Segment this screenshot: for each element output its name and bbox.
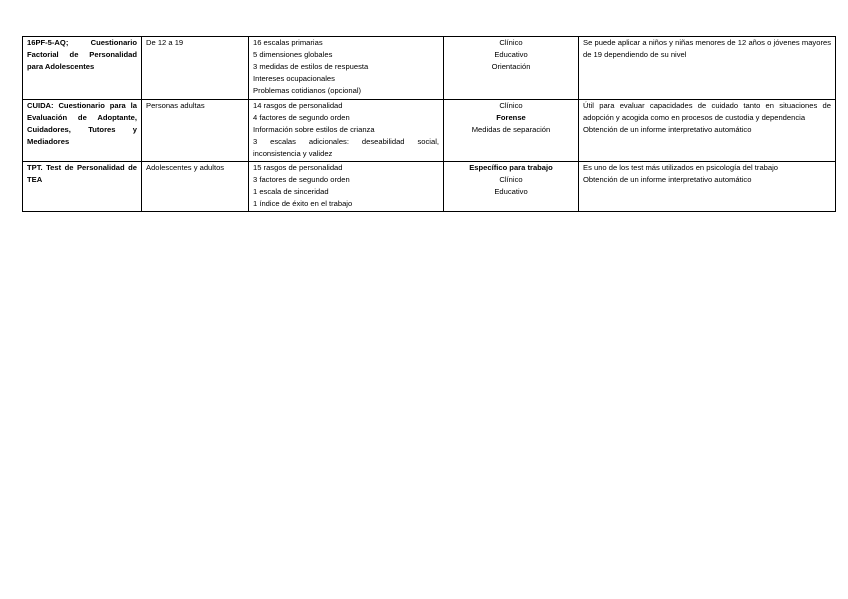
content-item: 1 índice de éxito en el trabajo [253, 199, 353, 208]
test-name-cell: TPT. Test de Personalidad de TEA [23, 162, 142, 212]
test-name-cell: 16PF-5-AQ; Cuestionario Factorial de Personalidad para Adolescentes [23, 37, 142, 100]
content-item: 14 rasgos de personalidad [253, 101, 343, 110]
age-range-cell: Personas adultas [142, 100, 249, 162]
field-item: Medidas de separación [471, 125, 551, 134]
field-item: Clínico [499, 38, 523, 47]
notes-cell [579, 100, 836, 162]
content-item: 1 escala de sinceridad [253, 187, 329, 196]
field-cell [444, 162, 579, 212]
content-item: Información sobre estilos de crianza [253, 125, 375, 134]
field-item: Orientación [491, 62, 531, 71]
content-cell [249, 162, 444, 212]
notes-cell [579, 37, 836, 100]
age-range-cell: Adolescentes y adultos [142, 162, 249, 212]
note-item: Se puede aplicar a niños y niñas menores de 12 años o jóvenes mayores de 19 dependiendo de su nivel [583, 38, 831, 59]
table-row [23, 100, 836, 162]
content-item: Problemas cotidianos (opcional) [253, 86, 362, 95]
table-row [23, 162, 836, 212]
field-item: Clínico [499, 101, 523, 110]
field-item: Clínico [499, 175, 523, 184]
field-item: Educativo [494, 187, 528, 196]
field-item: Forense [496, 113, 526, 122]
personality-tests-table [22, 36, 836, 212]
field-item: Educativo [494, 50, 528, 59]
content-item: Intereses ocupacionales [253, 74, 335, 83]
content-item: 16 escalas primarias [253, 38, 323, 47]
content-cell [249, 100, 444, 162]
test-name-cell: CUIDA: Cuestionario para la Evaluación de Adoptante, Cuidadores, Tutores y Mediadores [23, 100, 142, 162]
content-item: 5 dimensiones globales [253, 50, 333, 59]
note-item: Obtención de un informe interpretativo automático [583, 175, 752, 184]
content-item: 15 rasgos de personalidad [253, 163, 343, 172]
note-item: Es uno de los test más utilizados en psicología del trabajo [583, 163, 779, 172]
table-row [23, 37, 836, 100]
note-item: Obtención de un informe interpretativo automático [583, 125, 752, 134]
content-item: 4 factores de segundo orden [253, 113, 350, 122]
notes-cell [579, 162, 836, 212]
field-cell [444, 100, 579, 162]
content-item: 3 escalas adicionales: deseabilidad social, inconsistencia y validez [253, 137, 439, 158]
content-cell [249, 37, 444, 100]
field-cell [444, 37, 579, 100]
content-item: 3 medidas de estilos de respuesta [253, 62, 369, 71]
age-range-cell: De 12 a 19 [142, 37, 249, 100]
note-item: Útil para evaluar capacidades de cuidado tanto en situaciones de adopción y acogida como en procesos de custodia y dependencia [583, 101, 831, 122]
content-item: 3 factores de segundo orden [253, 175, 350, 184]
field-item: Específico para trabajo [469, 163, 553, 172]
